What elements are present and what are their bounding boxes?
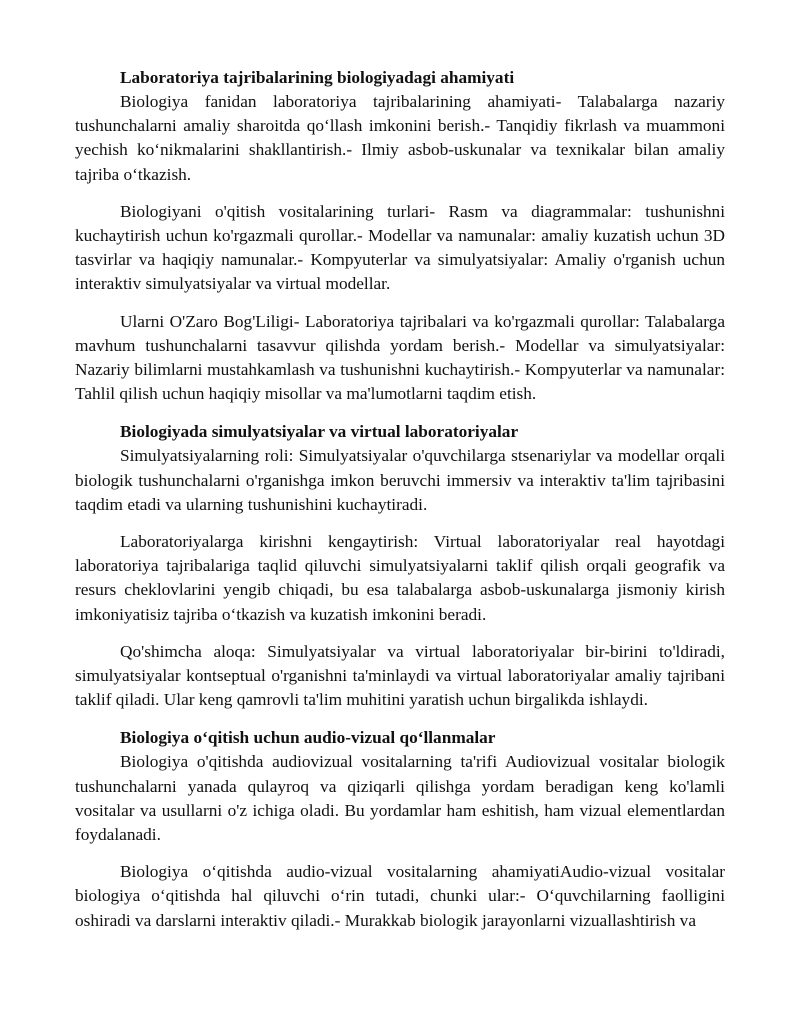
paragraph: Simulyatsiyalarning roli: Simulyatsiyalar o'quvchilarga stsenariylar va modellar orqali biologik tushunchalarni o'rganishga imkon beruvchi immersiv va interaktiv ta'lim tajribasini taqdim etadi va ularning tushunishini kuchaytiradi. bbox=[75, 446, 725, 514]
paragraph: Biologiyani o'qitish vositalarining turlari- Rasm va diagrammalar: tushunishni kuchaytirish uchun ko'rgazmali qurollar.- Modellar va namunalar: amaliy kuzatish uchun 3D tasvirlar va haqiqiy namunalar.- Kompyuterlar va simulyatsiyalar: Amaliy o'rganish uchun interaktiv simulyatsiyalar va virtual modellar. bbox=[75, 201, 725, 294]
paragraph: Biologiya o‘qitishda audio-vizual vositalarning ahamiyatiAudio-vizual vositalar biologiya o‘qitishda hal qiluvchi o‘rin tutadi, chunki ular:- O‘quvchilarning faolligini oshiradi va darslarni interaktiv qiladi.- Murakkab biologik jarayonlarni vizuallashtirish va bbox=[75, 862, 725, 930]
section-lab-experiments bbox=[75, 66, 725, 406]
section-heading: Biologiya o‘qitish uchun audio-vizual qo‘llanmalar bbox=[120, 728, 496, 748]
section-heading: Laboratoriya tajribalarining biologiyadagi ahamiyati bbox=[120, 68, 515, 87]
paragraph: Laboratoriyalarga kirishni kengaytirish: Virtual laboratoriyalar real hayotdagi laboratoriya tajribalariga taqlid qiluvchi simulyatsiyalarni taklif qilish orqali geografik va resurs cheklovlarini yengib chiqadi, bu esa talabalarga asbob-uskunalarga jismoniy kirish imkoniyatisiz tajriba o‘tkazish va kuzatish imkonini beradi. bbox=[75, 532, 725, 624]
paragraph: Biologiya fanidan laboratoriya tajribalarining ahamiyati- Talabalarga nazariy tushunchalarni amaliy sharoitda qo‘llash imkonini berish.- Tanqidiy fikrlash va muammoni yechish ko‘nikmalarini shakllantirish.- Ilmiy asbob-uskunalar va texnikalar bilan amaliy tajriba o‘tkazish. bbox=[75, 92, 725, 184]
document-page bbox=[75, 66, 725, 933]
paragraph: Biologiya o'qitishda audiovizual vositalarning ta'rifi Audiovizual vositalar biologik tushunchalarni yanada qulayroq va qiziqarli qilishga yordam beradigan keng ko'lamli vositalar va usullarni o'z ichiga oladi. Bu yordamlar ham eshitish, ham vizual elementlardan foydalanadi. bbox=[75, 752, 725, 845]
paragraph: Qo'shimcha aloqa: Simulyatsiyalar va virtual laboratoriyalar bir-birini to'ldiradi, simulyatsiyalar kontseptual o'rganishni ta'minlaydi va virtual laboratoriyalar amaliy tajribani taklif qiladi. Ular keng qamrovli ta'lim muhitini yaratish uchun birgalikda ishlaydi. bbox=[75, 641, 725, 710]
paragraph: Ularni O'Zaro Bog'Liligi- Laboratoriya tajribalari va ko'rgazmali qurollar: Talabalarga mavhum tushunchalarni tasavvur qilishda yordam berish.- Modellar va simulyatsiyalar: Nazariy bilimlarni mustahkamlash va tushunishni kuchaytirish.- Kompyuterlar va namunalar: Tahlil qilish uchun haqiqiy misollar va ma'lumotlarni taqdim etish. bbox=[75, 311, 725, 404]
section-simulations bbox=[75, 420, 725, 712]
section-heading: Biologiyada simulyatsiyalar va virtual laboratoriyalar bbox=[120, 422, 519, 442]
section-audio-visual bbox=[75, 726, 725, 932]
